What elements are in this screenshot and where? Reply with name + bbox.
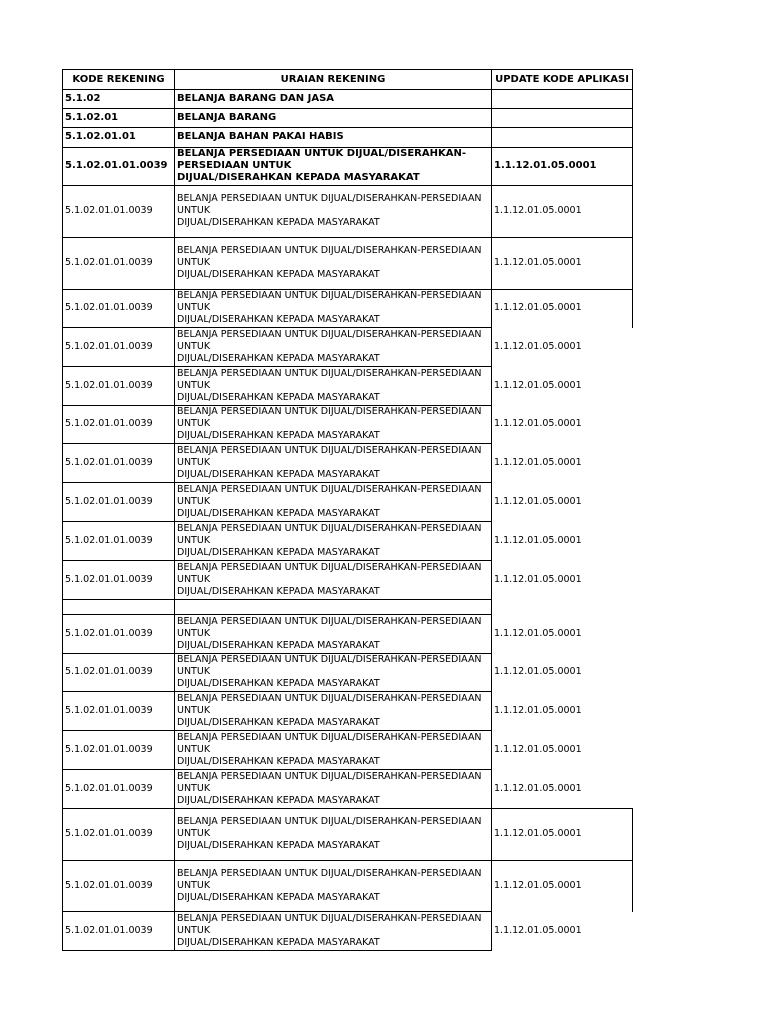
uraian-line: DIJUAL/DISERAHKAN KEPADA MASYARAKAT	[177, 716, 380, 728]
cell-kode-rekening: 5.1.02.01.01.0039	[65, 418, 153, 429]
cell-uraian-rekening	[175, 599, 491, 614]
cell-update-kode-aplikasi: 1.1.12.01.05.0001	[494, 257, 582, 268]
cell-update-kode-aplikasi	[492, 127, 632, 147]
cell-update-kode-aplikasi: 1.1.12.01.05.0001	[494, 205, 582, 216]
uraian-line: UNTUK	[177, 340, 211, 352]
uraian-line: DIJUAL/DISERAHKAN KEPADA MASYARAKAT	[177, 314, 380, 325]
cell-uraian-rekening	[175, 911, 491, 950]
cell-update-kode-aplikasi: 1.1.12.01.05.0001	[494, 160, 597, 171]
uraian-line: DIJUAL/DISERAHKAN KEPADA MASYARAKAT	[177, 639, 380, 651]
uraian-line: UNTUK	[177, 257, 211, 268]
cell-uraian-rekening	[175, 89, 491, 108]
cell-update-kode-aplikasi: 1.1.12.01.05.0001	[494, 704, 582, 716]
cell-uraian-rekening	[175, 560, 491, 599]
cell-uraian-rekening	[175, 808, 491, 860]
uraian-line: DIJUAL/DISERAHKAN KEPADA MASYARAKAT	[177, 546, 380, 558]
uraian-line: BELANJA PERSEDIAAN UNTUK DIJUAL/DISERAHKAN-PERSEDIAAN	[177, 290, 482, 301]
uraian-line: UNTUK	[177, 924, 211, 936]
uraian-line: DIJUAL/DISERAHKAN KEPADA MASYARAKAT	[177, 585, 380, 597]
cell-kode-rekening: 5.1.02.01.01.0039	[65, 257, 153, 268]
cell-kode-rekening: 5.1.02.01.01.0039	[65, 456, 153, 468]
uraian-line: BELANJA PERSEDIAAN UNTUK DIJUAL/DISERAHKAN-PERSEDIAAN	[177, 867, 482, 879]
uraian-line: DIJUAL/DISERAHKAN KEPADA MASYARAKAT	[177, 891, 380, 903]
cell-kode-rekening: 5.1.02.01.01.0039	[65, 704, 153, 716]
uraian-line: DIJUAL/DISERAHKAN KEPADA MASYARAKAT	[177, 507, 380, 519]
cell-uraian-rekening	[175, 614, 491, 653]
cell-uraian-rekening	[175, 482, 491, 521]
uraian-line: BELANJA PERSEDIAAN UNTUK DIJUAL/DISERAHKAN-PERSEDIAAN	[177, 406, 482, 417]
cell-kode-rekening: 5.1.02.01.01	[65, 131, 136, 142]
uraian-line: BELANJA BARANG DAN JASA	[177, 92, 335, 104]
cell-uraian-rekening	[175, 860, 491, 911]
uraian-line: DIJUAL/DISERAHKAN KEPADA MASYARAKAT	[177, 794, 380, 806]
cell-uraian-rekening	[175, 185, 491, 237]
cell-kode-rekening: 5.1.02.01	[65, 111, 119, 123]
cell-update-kode-aplikasi: 1.1.12.01.05.0001	[494, 340, 582, 352]
cell-update-kode-aplikasi: 1.1.12.01.05.0001	[494, 418, 582, 429]
cell-update-kode-aplikasi: 1.1.12.01.05.0001	[494, 924, 582, 936]
uraian-line: UNTUK	[177, 205, 211, 216]
uraian-line: UNTUK	[177, 573, 211, 585]
cell-update-kode-aplikasi	[492, 599, 632, 614]
header-uraian-rekening	[174, 69, 492, 90]
cell-update-kode-aplikasi	[492, 108, 632, 127]
uraian-line: DIJUAL/DISERAHKAN KEPADA MASYARAKAT	[177, 430, 380, 441]
uraian-line: BELANJA PERSEDIAAN UNTUK DIJUAL/DISERAHKAN-PERSEDIAAN	[177, 444, 482, 456]
cell-kode-rekening: 5.1.02.01.01.0039	[65, 205, 153, 216]
column-border-far-right	[632, 185, 633, 238]
uraian-line: BELANJA PERSEDIAAN UNTUK DIJUAL/DISERAHKAN-PERSEDIAAN	[177, 367, 482, 379]
cell-uraian-rekening	[175, 769, 491, 808]
header-kode-rekening	[62, 69, 175, 90]
uraian-line: DIJUAL/DISERAHKAN KEPADA MASYARAKAT	[177, 840, 380, 851]
cell-uraian-rekening	[175, 147, 491, 185]
uraian-line: BELANJA PERSEDIAAN UNTUK DIJUAL/DISERAHKAN-PERSEDIAAN	[177, 245, 482, 256]
table-bottom-border	[62, 950, 492, 951]
uraian-line: UNTUK	[177, 456, 211, 468]
uraian-line: DIJUAL/DISERAHKAN KEPADA MASYARAKAT	[177, 352, 380, 364]
cell-kode-rekening: 5.1.02.01.01.0039	[65, 879, 153, 891]
uraian-line: UNTUK	[177, 828, 211, 839]
cell-uraian-rekening	[175, 127, 491, 147]
cell-uraian-rekening	[175, 366, 491, 405]
cell-uraian-rekening	[175, 443, 491, 482]
cell-update-kode-aplikasi: 1.1.12.01.05.0001	[494, 743, 582, 755]
column-border-far-right	[632, 289, 633, 328]
cell-kode-rekening: 5.1.02.01.01.0039	[65, 743, 153, 755]
uraian-line: BELANJA PERSEDIAAN UNTUK DIJUAL/DISERAHKAN-PERSEDIAAN	[177, 615, 482, 627]
cell-update-kode-aplikasi: 1.1.12.01.05.0001	[494, 456, 582, 468]
cell-kode-rekening: 5.1.02.01.01.0039	[65, 534, 153, 546]
uraian-line: BELANJA PERSEDIAAN UNTUK DIJUAL/DISERAHKAN-PERSEDIAAN	[177, 770, 482, 782]
cell-uraian-rekening	[175, 653, 491, 691]
cell-uraian-rekening	[175, 327, 491, 366]
uraian-line: DIJUAL/DISERAHKAN KEPADA MASYARAKAT	[177, 755, 380, 767]
uraian-line: BELANJA PERSEDIAAN UNTUK DIJUAL/DISERAHKAN-PERSEDIAAN	[177, 328, 482, 340]
column-border-far-right	[632, 127, 633, 148]
uraian-line: BELANJA BARANG	[177, 111, 277, 123]
cell-uraian-rekening	[175, 730, 491, 769]
uraian-line: BELANJA PERSEDIAAN UNTUK DIJUAL/DISERAHKAN-PERSEDIAAN	[177, 731, 482, 743]
uraian-line: DIJUAL/DISERAHKAN KEPADA MASYARAKAT	[177, 468, 380, 480]
cell-uraian-rekening	[175, 405, 491, 443]
cell-update-kode-aplikasi: 1.1.12.01.05.0001	[494, 495, 582, 507]
cell-uraian-rekening	[175, 691, 491, 730]
cell-kode-rekening: 5.1.02.01.01.0039	[65, 302, 153, 313]
column-border-far-right	[632, 860, 633, 912]
cell-update-kode-aplikasi: 1.1.12.01.05.0001	[494, 534, 582, 546]
cell-uraian-rekening	[175, 521, 491, 560]
cell-kode-rekening: 5.1.02.01.01.0039	[65, 340, 153, 352]
uraian-line: DIJUAL/DISERAHKAN KEPADA MASYARAKAT	[177, 936, 380, 948]
cell-kode-rekening: 5.1.02.01.01.0039	[65, 782, 153, 794]
uraian-line: BELANJA PERSEDIAAN UNTUK DIJUAL/DISERAHKAN-PERSEDIAAN	[177, 912, 482, 924]
uraian-line: DIJUAL/DISERAHKAN KEPADA MASYARAKAT	[177, 678, 380, 689]
column-border-far-right	[632, 147, 633, 186]
cell-uraian-rekening	[175, 289, 491, 327]
column-border-far-right	[632, 108, 633, 128]
cell-update-kode-aplikasi: 1.1.12.01.05.0001	[494, 573, 582, 585]
uraian-line: DIJUAL/DISERAHKAN KEPADA MASYARAKAT	[177, 217, 380, 228]
cell-kode-rekening	[63, 599, 174, 614]
uraian-line: DIJUAL/DISERAHKAN KEPADA MASYARAKAT	[177, 391, 380, 403]
cell-update-kode-aplikasi: 1.1.12.01.05.0001	[494, 379, 582, 391]
uraian-line: DIJUAL/DISERAHKAN KEPADA MASYARAKAT	[177, 269, 380, 280]
uraian-line: BELANJA PERSEDIAAN UNTUK DIJUAL/DISERAHKAN-PERSEDIAAN	[177, 193, 482, 204]
uraian-line: PERSEDIAAN UNTUK	[177, 160, 292, 171]
uraian-line: BELANJA PERSEDIAAN UNTUK DIJUAL/DISERAHKAN-PERSEDIAAN	[177, 692, 482, 704]
cell-kode-rekening: 5.1.02.01.01.0039	[65, 627, 153, 639]
cell-kode-rekening: 5.1.02.01.01.0039	[65, 495, 153, 507]
uraian-line: UNTUK	[177, 879, 211, 891]
uraian-line: BELANJA PERSEDIAAN UNTUK DIJUAL/DISERAHKAN-PERSEDIAAN	[177, 483, 482, 495]
uraian-line: UNTUK	[177, 534, 211, 546]
uraian-line: BELANJA PERSEDIAAN UNTUK DIJUAL/DISERAHKAN-PERSEDIAAN	[177, 561, 482, 573]
uraian-line: UNTUK	[177, 418, 211, 429]
uraian-line: BELANJA PERSEDIAAN UNTUK DIJUAL/DISERAHKAN-PERSEDIAAN	[177, 654, 482, 665]
cell-update-kode-aplikasi: 1.1.12.01.05.0001	[494, 828, 582, 839]
cell-kode-rekening: 5.1.02	[65, 92, 101, 104]
uraian-line: UNTUK	[177, 495, 211, 507]
cell-kode-rekening: 5.1.02.01.01.0039	[65, 828, 153, 839]
column-border-far-right	[632, 808, 633, 861]
cell-kode-rekening: 5.1.02.01.01.0039	[65, 573, 153, 585]
cell-kode-rekening: 5.1.02.01.01.0039	[65, 379, 153, 391]
header-update-label: UPDATE KODE APLIKASI	[495, 74, 629, 85]
uraian-line: BELANJA PERSEDIAAN UNTUK DIJUAL/DISERAHKAN-PERSEDIAAN	[177, 816, 482, 827]
uraian-line: UNTUK	[177, 302, 211, 313]
uraian-line: BELANJA PERSEDIAAN UNTUK DIJUAL/DISERAHKAN-PERSEDIAAN	[177, 522, 482, 534]
cell-uraian-rekening	[175, 237, 491, 289]
cell-update-kode-aplikasi: 1.1.12.01.05.0001	[494, 302, 582, 313]
uraian-line: DIJUAL/DISERAHKAN KEPADA MASYARAKAT	[177, 172, 420, 183]
cell-update-kode-aplikasi	[492, 89, 632, 108]
uraian-line: UNTUK	[177, 782, 211, 794]
uraian-line: UNTUK	[177, 627, 211, 639]
cell-update-kode-aplikasi: 1.1.12.01.05.0001	[494, 782, 582, 794]
header-update-kode-aplikasi	[491, 69, 633, 90]
cell-update-kode-aplikasi: 1.1.12.01.05.0001	[494, 666, 582, 677]
uraian-line: BELANJA PERSEDIAAN UNTUK DIJUAL/DISERAHKAN-	[177, 148, 466, 159]
uraian-line: UNTUK	[177, 666, 211, 677]
cell-uraian-rekening	[175, 108, 491, 127]
header-kode-label: KODE REKENING	[72, 74, 165, 85]
cell-update-kode-aplikasi: 1.1.12.01.05.0001	[494, 627, 582, 639]
uraian-line: UNTUK	[177, 743, 211, 755]
cell-update-kode-aplikasi: 1.1.12.01.05.0001	[494, 879, 582, 891]
column-border-far-right	[632, 89, 633, 109]
uraian-line: UNTUK	[177, 379, 211, 391]
header-uraian-label: URAIAN REKENING	[280, 74, 386, 85]
column-border-far-right	[632, 237, 633, 290]
uraian-line: UNTUK	[177, 704, 211, 716]
cell-kode-rekening: 5.1.02.01.01.0039	[65, 160, 168, 171]
uraian-line: BELANJA BAHAN PAKAI HABIS	[177, 131, 344, 142]
cell-kode-rekening: 5.1.02.01.01.0039	[65, 924, 153, 936]
cell-kode-rekening: 5.1.02.01.01.0039	[65, 666, 153, 677]
